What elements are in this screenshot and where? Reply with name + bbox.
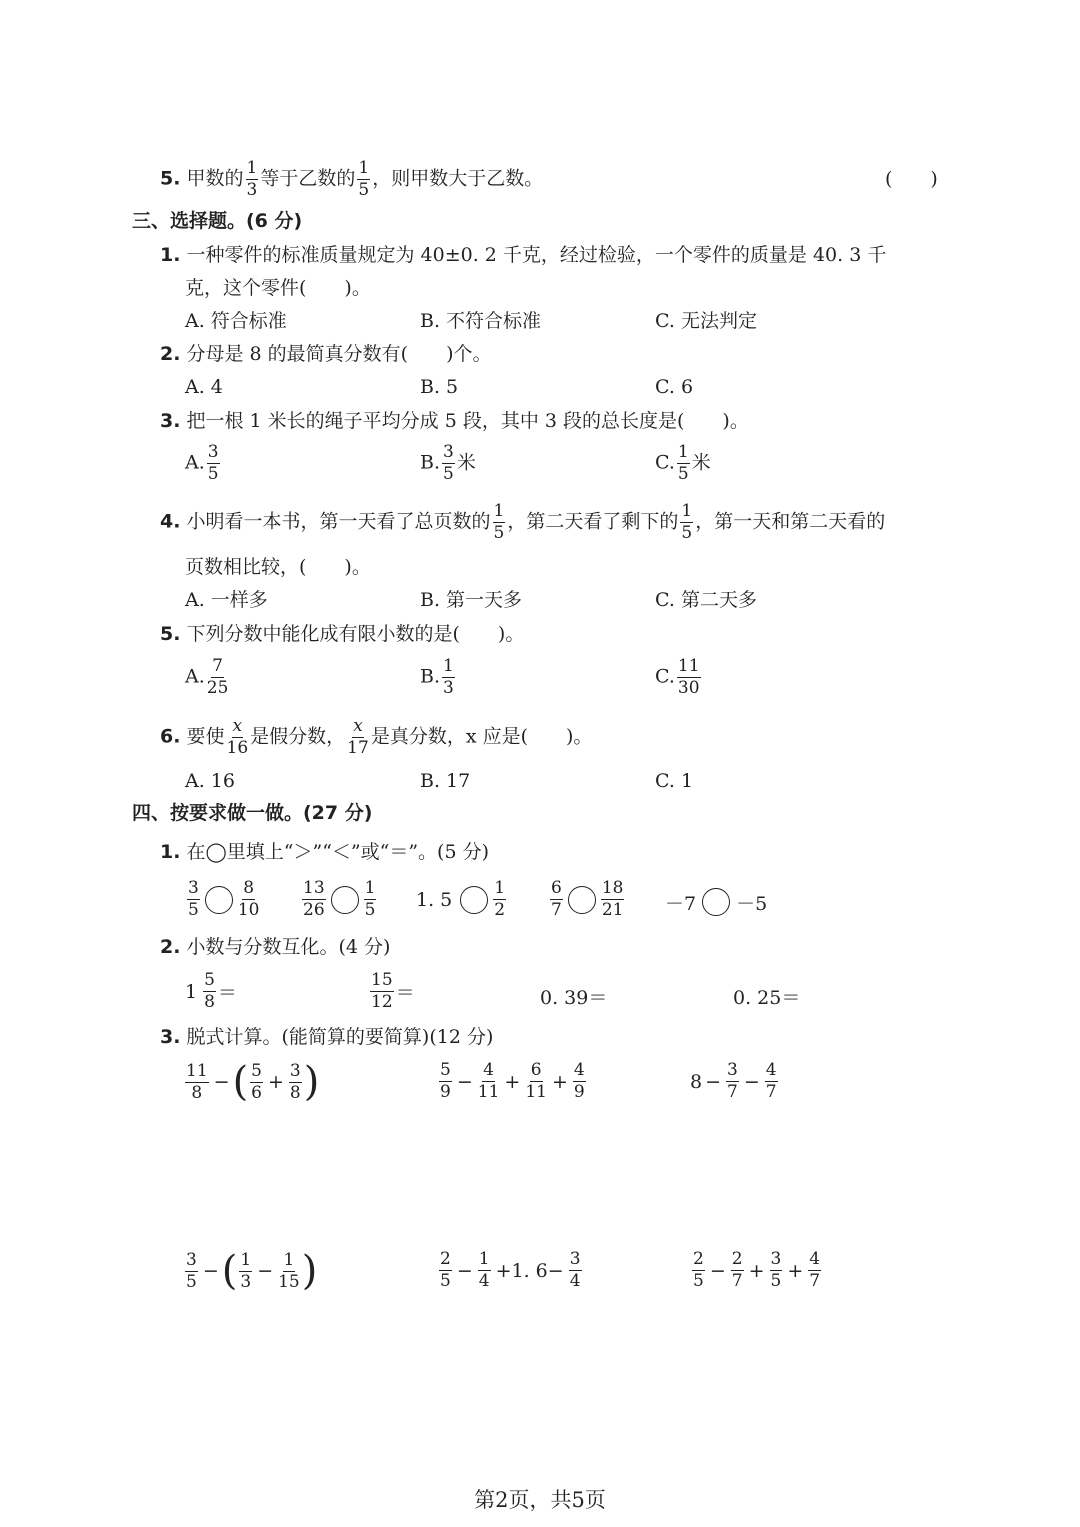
- q3-1-line2: 克，这个零件( )。: [185, 277, 371, 299]
- text: ，则甲数大于乙数。: [372, 167, 544, 190]
- compare-circle[interactable]: [460, 886, 488, 914]
- compare-circle[interactable]: [331, 886, 359, 914]
- compare-circle[interactable]: [702, 888, 730, 916]
- question-number: 2.: [160, 936, 181, 958]
- question-number: 3.: [160, 1026, 181, 1048]
- compare-item-1: $\frac{3}{5}$ $\frac{8}{10}$: [188, 878, 260, 920]
- calc-expr-6: $\frac{2}{5}$ − $\frac{2}{7}$ + $\frac{3}{5}$ + $\frac{4}{7}$: [693, 1249, 821, 1291]
- option-b[interactable]: B. $\frac{1}{3}$: [420, 656, 454, 698]
- option-c[interactable]: C. $\frac{11}{30}$: [655, 656, 700, 698]
- fraction: $\frac{1}{5}$: [358, 158, 370, 200]
- fraction: $\frac{1}{3}$: [246, 158, 258, 200]
- question-number: 3.: [160, 410, 181, 432]
- text: 甲数的: [186, 167, 244, 190]
- convert-item-4: 0. 25＝: [733, 987, 801, 1009]
- compare-circle[interactable]: [205, 886, 233, 914]
- option-a[interactable]: A. $\frac{7}{25}$: [185, 656, 229, 698]
- question-number: 4.: [160, 510, 181, 533]
- compare-item-5: －7 －5: [665, 888, 767, 916]
- calc-expr-3: 8 − $\frac{3}{7}$ − $\frac{4}{7}$: [690, 1060, 777, 1102]
- option-b[interactable]: B. 17: [420, 770, 471, 792]
- option-b[interactable]: B. 5: [420, 376, 459, 398]
- q3-5: 5. 下列分数中能化成有限小数的是( )。: [160, 623, 525, 645]
- option-b[interactable]: B. 第一天多: [420, 589, 523, 611]
- q3-2: [160, 345, 492, 364]
- option-c[interactable]: C. 6: [655, 376, 694, 398]
- calc-expr-2: $\frac{5}{9}$ − $\frac{4}{11}$ + $\frac{6}{11}$ + $\frac{4}{9}$: [440, 1060, 585, 1102]
- question-number: 1.: [160, 841, 181, 863]
- calc-expr-5: $\frac{2}{5}$ − $\frac{1}{4}$ +1. 6− $\frac{3}{4}$: [440, 1249, 581, 1291]
- q3-4-line1: 4. 小明看一本书，第一天看了总页数的 $\frac{1}{5}$ ，第二天看了剩下的 $\frac{1}{5}$ ，第一天和第二天看的: [160, 501, 886, 543]
- text: 等于乙数的: [260, 167, 356, 190]
- text: 把一根 1 米长的绳子平均分成 5 段，其中 3 段的总长度是( )。: [186, 410, 749, 432]
- option-c[interactable]: C. 1: [655, 770, 694, 792]
- q3-1-line1: [160, 246, 886, 265]
- convert-item-2: $\frac{15}{12}$ ＝: [371, 970, 415, 1012]
- compare-item-2: $\frac{13}{26}$ $\frac{1}{5}$: [303, 878, 376, 920]
- option-a[interactable]: A. 16: [185, 770, 235, 792]
- convert-item-1: 1 $\frac{5}{8}$ ＝: [185, 970, 237, 1012]
- convert-item-3: 0. 39＝: [540, 987, 608, 1009]
- q4-1: 1. 在◯里填上“＞”“＜”或“＝”。(5 分): [160, 841, 489, 863]
- option-a[interactable]: A. 符合标准: [185, 310, 287, 332]
- q2-5: [160, 160, 543, 199]
- calc-expr-4: $\frac{3}{5}$ − ( $\frac{1}{3}$ − $\frac{1}{15}$ ): [186, 1248, 318, 1294]
- calc-expr-1: $\frac{11}{8}$ − ( $\frac{5}{6}$ + $\frac{3}{8}$ ): [186, 1059, 320, 1105]
- compare-item-3: 1. 5 $\frac{1}{2}$: [416, 878, 506, 920]
- option-a[interactable]: A. 4: [185, 376, 223, 398]
- text: 一种零件的标准质量规定为 40±0. 2 千克，经过检验，一个零件的质量是 40. 3 千: [186, 244, 887, 266]
- section-title-3: 三、选择题。(6 分): [132, 210, 303, 232]
- q3-3: [160, 412, 749, 431]
- q3-4-line2: 页数相比较，( )。: [185, 556, 371, 578]
- option-a[interactable]: A. $\frac{3}{5}$: [185, 442, 219, 484]
- option-a[interactable]: A. 一样多: [185, 589, 268, 611]
- question-number: 6.: [160, 725, 181, 748]
- section-title-4: 四、按要求做一做。(27 分): [132, 802, 373, 824]
- answer-paren[interactable]: ( ): [885, 168, 938, 190]
- question-number: 5.: [160, 623, 181, 645]
- question-number: 1.: [160, 244, 181, 266]
- text: 分母是 8 的最简真分数有( )个。: [186, 343, 492, 365]
- option-c[interactable]: C. 第二天多: [655, 589, 757, 611]
- q4-3: 3. 脱式计算。(能简算的要简算)(12 分): [160, 1026, 494, 1048]
- option-b[interactable]: B. 不符合标准: [420, 310, 542, 332]
- question-number: 2.: [160, 343, 181, 365]
- q4-2: 2. 小数与分数互化。(4 分): [160, 936, 391, 958]
- option-b[interactable]: B. $\frac{3}{5}$ 米: [420, 442, 476, 484]
- compare-item-4: $\frac{6}{7}$ $\frac{18}{21}$: [551, 878, 624, 920]
- page-footer: 第2页，共5页: [474, 1488, 606, 1512]
- q3-6: 6. 要使 $\frac{x}{16}$ 是假分数， $\frac{x}{17}$ 是真分数，x 应是( )。: [160, 716, 593, 758]
- option-c[interactable]: C. $\frac{1}{5}$ 米: [655, 442, 711, 484]
- option-c[interactable]: C. 无法判定: [655, 310, 757, 332]
- compare-circle[interactable]: [568, 886, 596, 914]
- question-number: 5.: [160, 167, 181, 190]
